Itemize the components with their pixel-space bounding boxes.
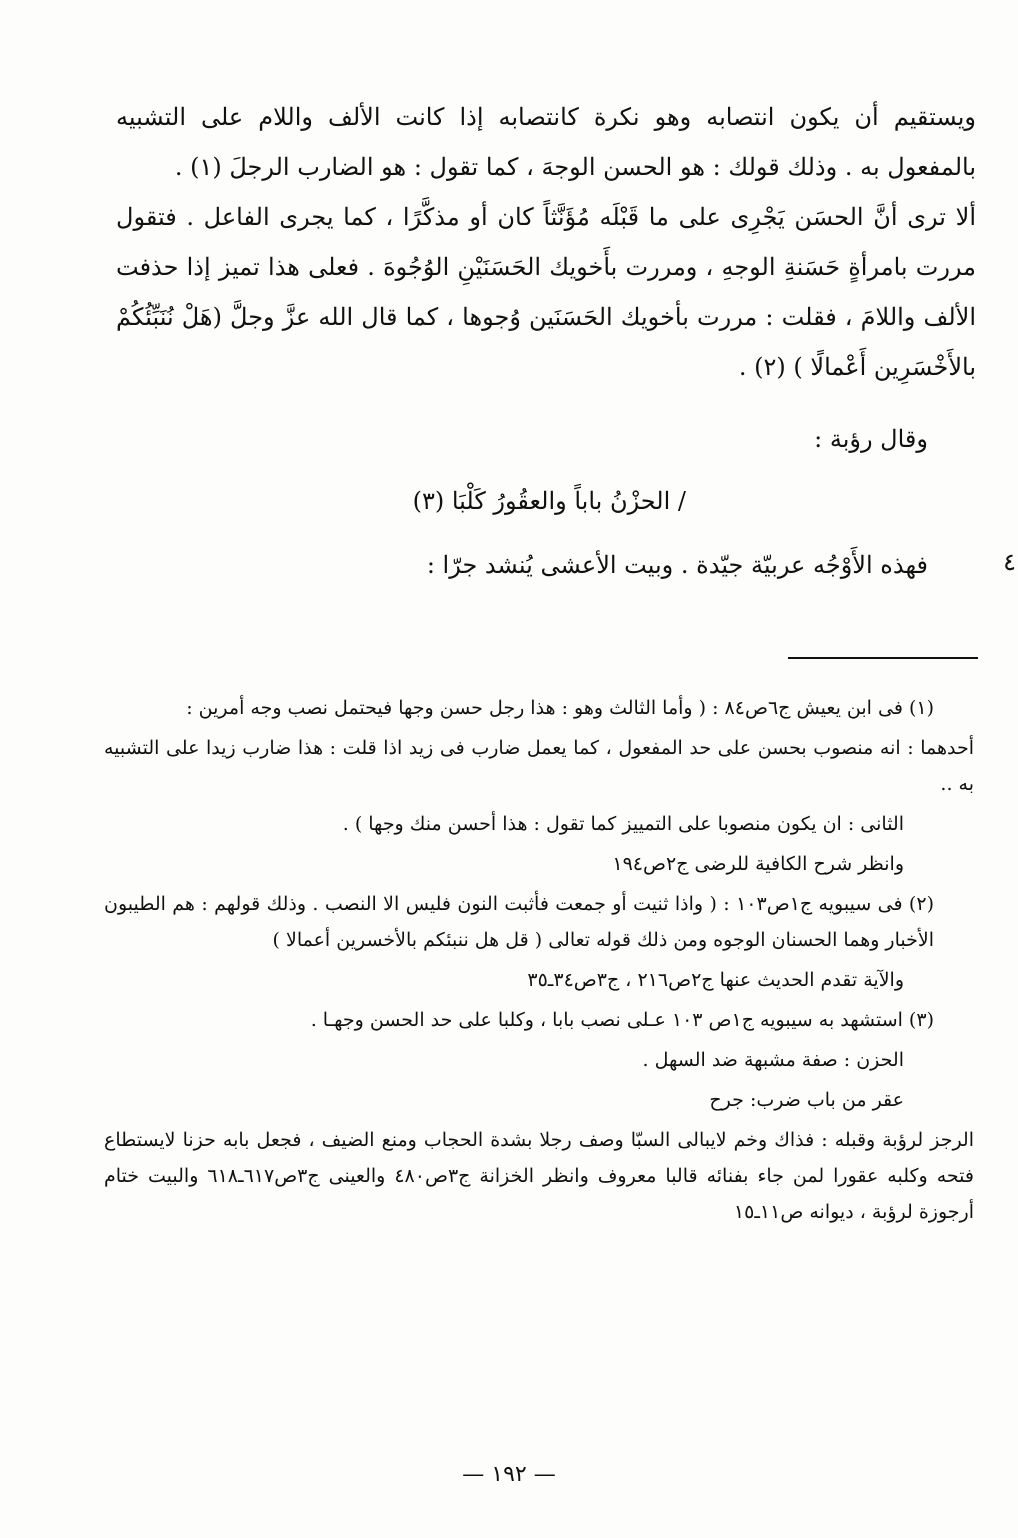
footnote-3-line-2: الحزن : صفة مشبهة ضد السهل .	[642, 1049, 904, 1071]
margin-mark: ٤	[1003, 548, 1016, 576]
footnote-2-line-2: والآية تقدم الحديث عنها ج٢ص٢١٦ ، ج٣ص٣٤ـ٣٥	[527, 969, 904, 991]
page-number: — ١٩٢ —	[462, 1462, 556, 1487]
footnote-3-line-1: (٣) استشهد به سيبويه ج١ص ١٠٣ عـلى نصب بابا ، وكلبا على حد الحسن وجهـا .	[310, 1009, 934, 1031]
footnote-1-line-2: أحدهما : انه منصوب بحسن على حد المفعول ، كما يعمل ضارب فى زيد اذا قلت : هذا ضارب زيدا على التشبيه به ..	[104, 737, 974, 795]
footnote-3-line-3: عقر من باب ضرب: جرح	[709, 1089, 904, 1111]
quote-intro: وقال رؤبة :	[814, 425, 928, 453]
paragraph-1: ويستقيم أن يكون انتصابه وهو نكرة كانتصابه إذا كانت الألف واللام على التشبيه بالمفعول به . وذلك قولك : هو الحسن الوجهَ ، كما تقول : هو الضارب الرجلَ (١) .	[116, 103, 976, 181]
paragraph-2: ألا ترى أنَّ الحسَن يَجْرِى على ما قَبْلَه مُؤَنَّثاً كان أو مذكَّرًا ، كما يجرى الفاعل . فتقول مررت بامرأةٍ حَسَنةِ الوجهِ ، ومررت بأَخويك الحَسَنَيْنِ الوُجُوهَ . فعلى هذا تميز إذا حذفت الألف واللامَ ، فقلت : مررت بأخويك الحَسَنَين وُجوها ، كما قال الله عزَّ وجلَّ (هَلْ نُنَبِّئُكُمْ بالأَخْسَرِين أَعْمالًا ) (٢) .	[116, 203, 977, 381]
main-text-block	[116, 92, 976, 590]
footnotes-block	[104, 690, 974, 1234]
footnote-2-line-1: (٢) فى سيبويه ج١ص١٠٣ : ( واذا ثنيت أو جمعت فأثبت النون فليس الا النصب . وذلك قولهم : هم الطيبون الأخبار وهما الحسنان الوجوه ومن ذلك قوله تعالى ( قل هل ننبئكم بالأخسرين أعمالا )	[104, 893, 934, 951]
paragraph-3: فهذه الأَوْجُه عربيّة جيّدة . وبيت الأعشى يُنشد جرّا :	[426, 551, 928, 579]
footnote-3-line-4: الرجز لرؤبة وقبله : فذاك وخم لايبالى السبّا وصف رجلا بشدة الحجاب ومنع الضيف ، فجعل بابه حزنا لايستطاع فتحه وكلبه عقورا لمن جاء بفنائه قالبا معروف وانظر الخزانة ج٣ص٤٨٠ والعينى ج٣ص٦١٧ـ٦١٨ والبيت ختام أرجوزة لرؤبة ، ديوانه ص١١ـ١٥	[104, 1129, 974, 1223]
verse-line: / الحزْنُ باباً والعقُورُ كَلْبَا (٣)	[412, 487, 686, 515]
footnote-1-line-4: وانظر شرح الكافية للرضى ج٢ص١٩٤	[612, 853, 904, 875]
footnote-1-line-1: (١) فى ابن يعيش ج٦ص٨٤ : ( وأما الثالث وهو : هذا رجل حسن وجها فيحتمل نصب وجه أمرين :	[186, 697, 934, 719]
footnote-divider	[788, 657, 978, 659]
footnote-1-line-3: الثانى : ان يكون منصوبا على التمييز كما تقول : هذا أحسن منك وجها ) .	[342, 813, 904, 835]
